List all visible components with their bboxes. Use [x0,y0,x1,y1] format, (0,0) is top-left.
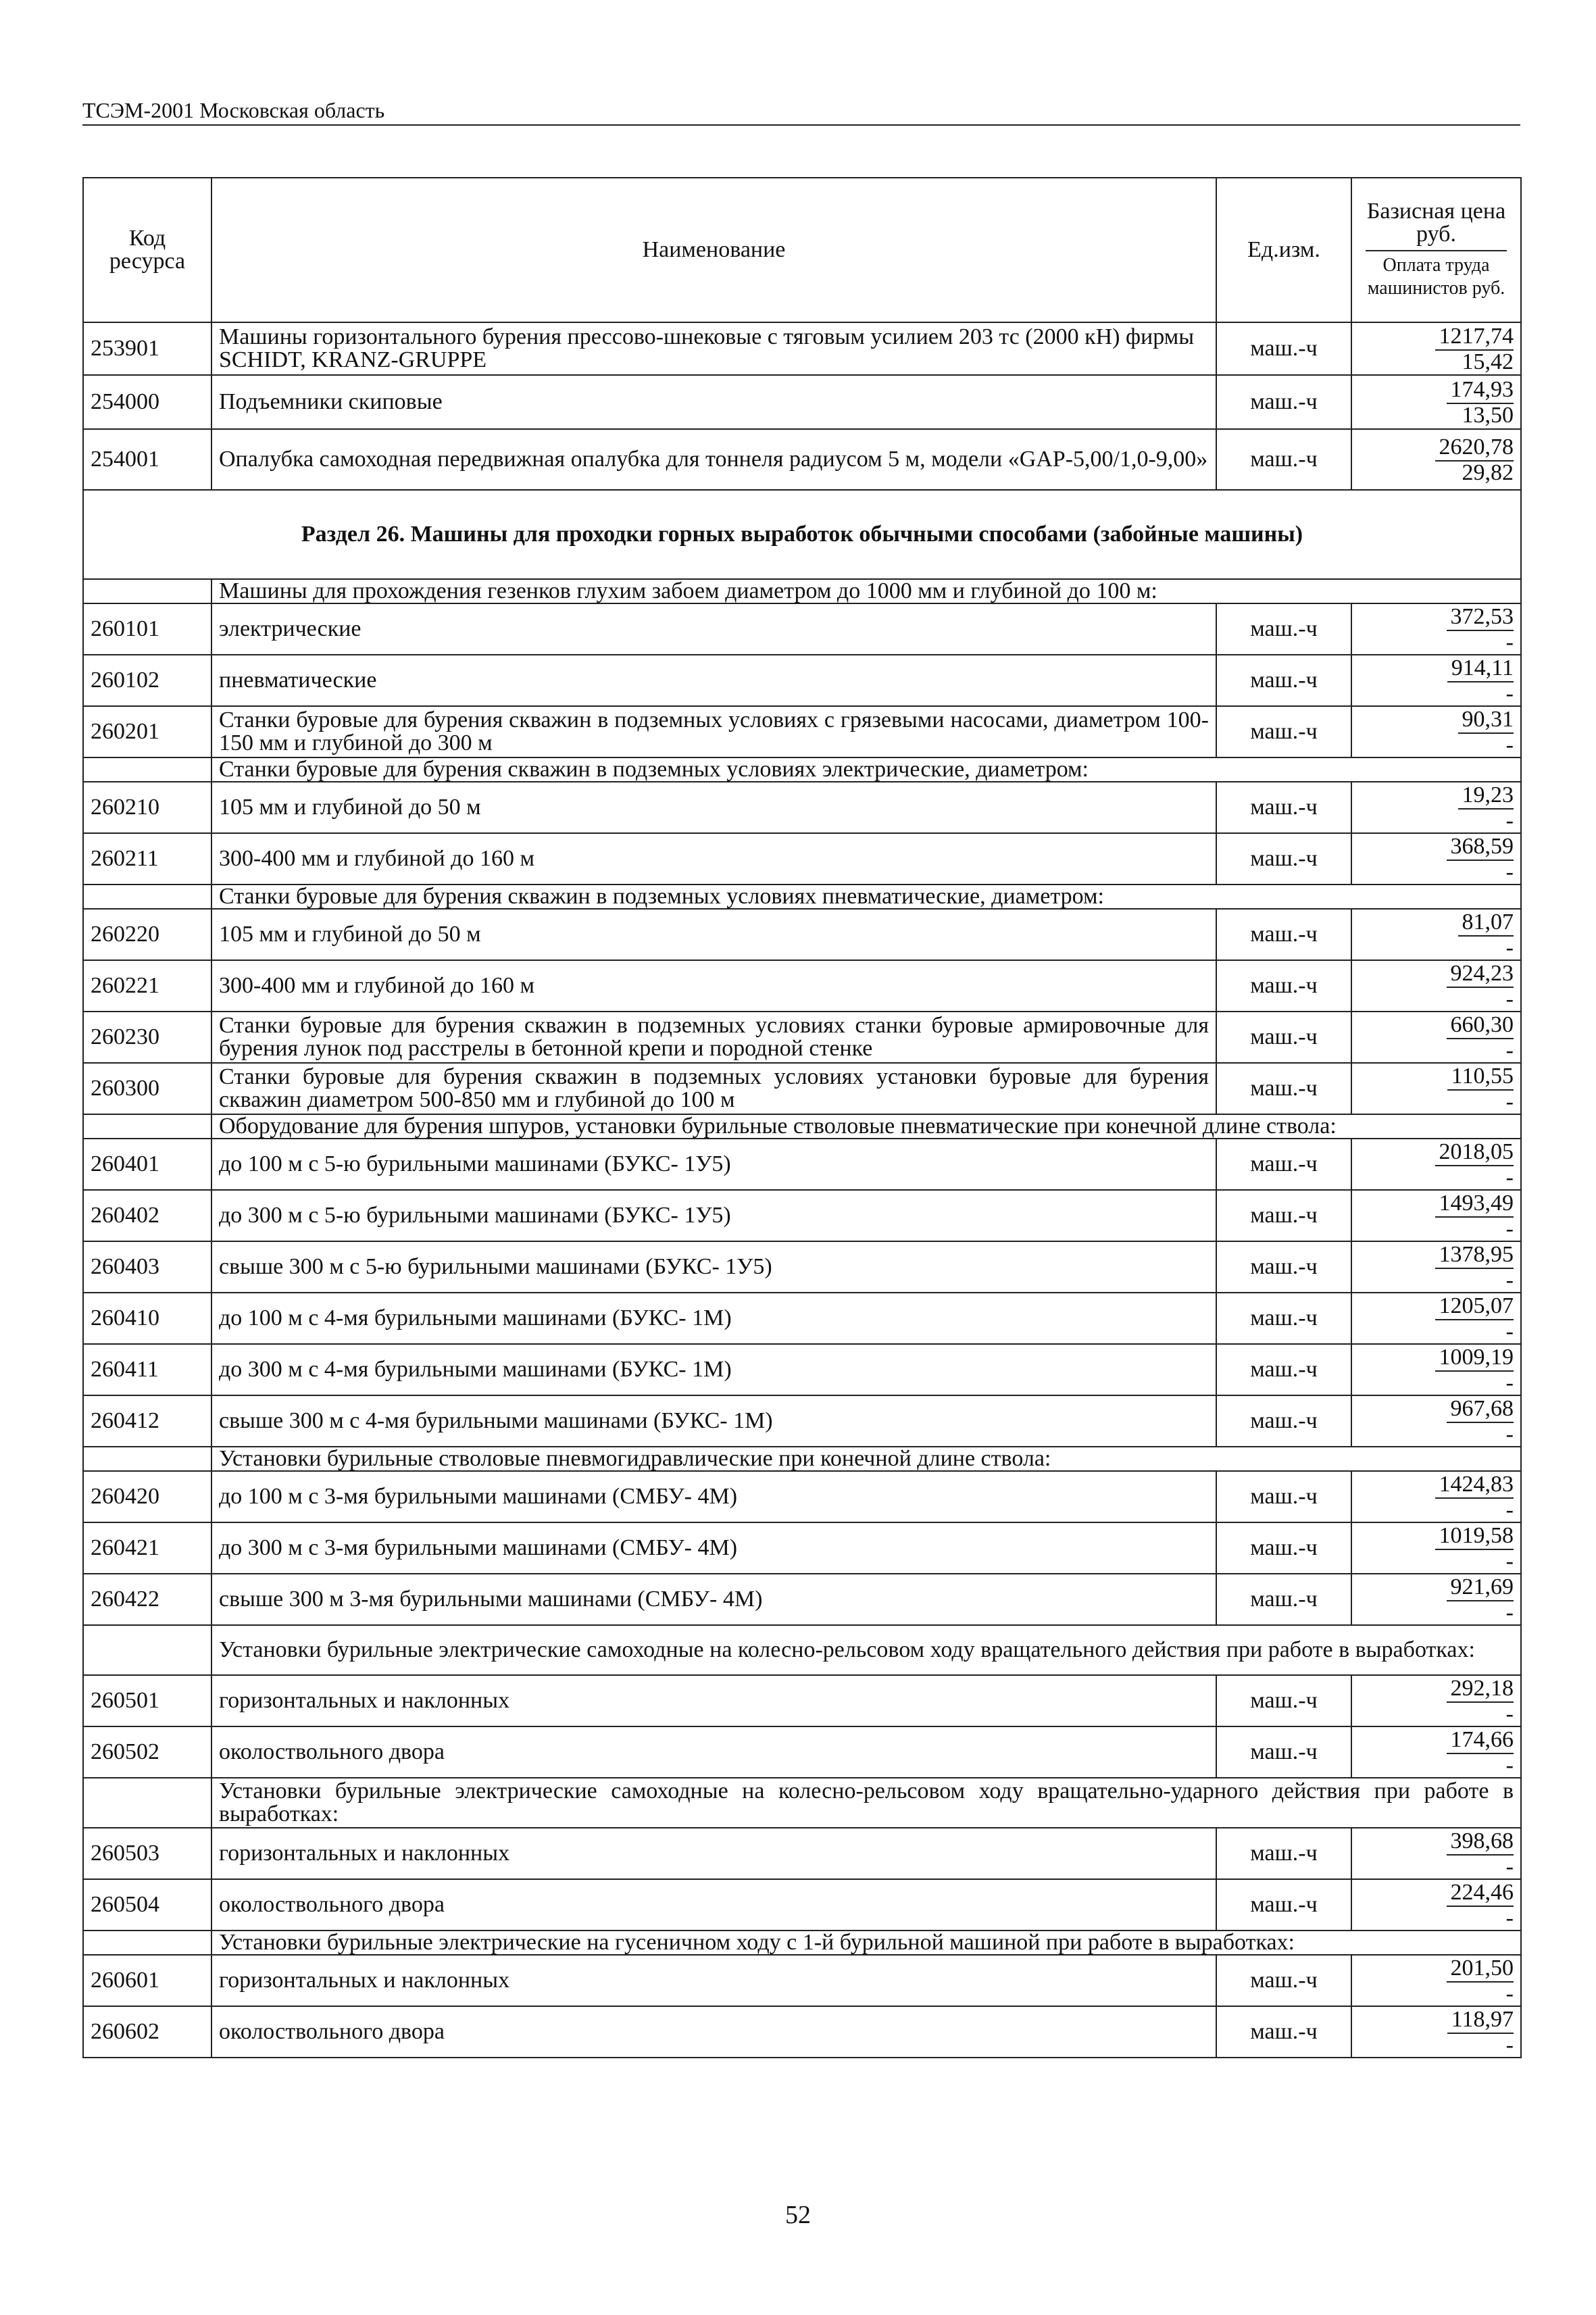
row-code: 260411 [83,1344,211,1395]
row-unit: маш.-ч [1216,322,1351,375]
row-price-cell [1351,1471,1521,1522]
row-price: 224,46 [1447,1880,1514,1907]
row-pay: - [1505,1906,1514,1931]
table-row [83,1675,1521,1726]
table-row [83,782,1521,833]
row-pay: - [1505,1701,1514,1726]
row-price: 921,69 [1447,1574,1514,1601]
row-unit: маш.-ч [1216,1955,1351,2006]
row-price: 90,31 [1458,707,1514,734]
row-price-cell [1351,1955,1521,2006]
table-row [83,960,1521,1012]
row-price: 110,55 [1447,1064,1514,1091]
row-pay: - [1505,987,1514,1012]
row-name: 105 мм и глубиной до 50 м [211,909,1216,960]
row-pay: - [1505,1216,1514,1241]
row-code: 253901 [83,322,211,375]
row-price-cell [1351,1139,1521,1190]
row-code: 260422 [83,1574,211,1625]
row-price-cell [1351,1012,1521,1063]
row-pay: - [1505,1753,1514,1778]
row-name: Станки буровые для бурения скважин в подземных условиях станки буровые армировочные для бурения лунок под расстрелы в бетонной крепи и породной стенке [211,1012,1216,1063]
row-price-cell [1351,1522,1521,1574]
row-code: 260412 [83,1395,211,1447]
row-unit: маш.-ч [1216,960,1351,1012]
table-row [83,1063,1521,1114]
row-code: 260403 [83,1241,211,1293]
header-base-price: Базисная цена руб. [1366,199,1506,247]
row-name: горизонтальных и наклонных [211,1955,1216,2006]
row-pay: - [1505,1854,1514,1879]
group-row [83,1114,1521,1139]
row-pay: 29,82 [1462,460,1514,485]
row-pay: - [1505,860,1514,885]
table-row [83,375,1521,429]
row-unit: маш.-ч [1216,1471,1351,1522]
row-pay: - [1505,1038,1514,1063]
group-code-cell [83,1625,211,1675]
row-unit: маш.-ч [1216,1293,1351,1344]
row-code: 260210 [83,782,211,833]
document-title: ТСЭМ-2001 Московская область [82,98,385,122]
row-name: Станки буровые для бурения скважин в подземных условиях установки буровые для бурения скважин диаметром 500-850 мм и глубиной до 100 м [211,1063,1216,1114]
row-unit: маш.-ч [1216,603,1351,655]
row-name: Подъемники скиповые [211,375,1216,429]
table-row [83,1395,1521,1447]
table-row [83,2006,1521,2058]
row-code: 260230 [83,1012,211,1063]
row-name: свыше 300 м с 4-мя бурильными машинами (БУКС- 1М) [211,1395,1216,1447]
row-pay: - [1505,808,1514,833]
group-text: Установки бурильные электрические самоходные на колесно-рельсовом ходу вращательно-ударного действия при работе в выработках: [211,1778,1521,1828]
table-row [83,833,1521,885]
row-pay: - [1505,1549,1514,1574]
row-code: 260410 [83,1293,211,1344]
group-text: Установки бурильные стволовые пневмогидравлические при конечной длине ствола: [211,1447,1521,1471]
row-price: 1019,58 [1435,1523,1514,1550]
group-text: Станки буровые для бурения скважин в подземных условиях электрические, диаметром: [211,757,1521,782]
row-unit: маш.-ч [1216,655,1351,706]
row-unit: маш.-ч [1216,1675,1351,1726]
table-row [83,1574,1521,1625]
row-pay: - [1505,630,1514,655]
row-name: свыше 300 м с 5-ю бурильными машинами (БУКС- 1У5) [211,1241,1216,1293]
row-name: околоствольного двора [211,1726,1216,1778]
row-name: 105 мм и глубиной до 50 м [211,782,1216,833]
group-row [83,1625,1521,1675]
row-pay: 13,50 [1462,403,1514,428]
row-price-cell [1351,833,1521,885]
group-row [83,579,1521,603]
row-price: 1009,19 [1435,1345,1514,1372]
row-unit: маш.-ч [1216,782,1351,833]
resource-price-table [82,177,1522,2058]
row-name: до 100 м с 5-ю бурильными машинами (БУКС- 1У5) [211,1139,1216,1190]
row-unit: маш.-ч [1216,1574,1351,1625]
table-row [83,1344,1521,1395]
row-unit: маш.-ч [1216,1522,1351,1574]
row-name: горизонтальных и наклонных [211,1828,1216,1879]
group-code-cell [83,1114,211,1139]
group-code-cell [83,1931,211,1955]
row-pay: - [1505,1268,1514,1293]
table-row [83,706,1521,757]
table-row [83,603,1521,655]
document-header [82,97,1520,126]
table-row [83,1012,1521,1063]
row-price-cell [1351,1395,1521,1447]
row-code: 254001 [83,429,211,490]
row-price-cell [1351,1675,1521,1726]
row-price-cell [1351,429,1521,490]
row-price-cell [1351,1344,1521,1395]
row-code: 260300 [83,1063,211,1114]
row-name: электрические [211,603,1216,655]
group-row [83,1778,1521,1828]
row-unit: маш.-ч [1216,1190,1351,1241]
row-price: 81,07 [1458,910,1514,937]
table-row [83,1471,1521,1522]
table-row [83,322,1521,375]
row-name: до 100 м с 3-мя бурильными машинами (СМБУ- 4М) [211,1471,1216,1522]
row-name: до 300 м с 4-мя бурильными машинами (БУКС- 1М) [211,1344,1216,1395]
table-row [83,1241,1521,1293]
row-code: 260421 [83,1522,211,1574]
header-unit: Ед.изм. [1216,178,1351,322]
group-row [83,1447,1521,1471]
row-name: свыше 300 м 3-мя бурильными машинами (СМБУ- 4М) [211,1574,1216,1625]
section-heading-row [83,490,1521,579]
group-code-cell [83,885,211,909]
row-name: Машины горизонтального бурения прессово-шнековые с тяговым усилием 203 тс (2000 кН) фирмы SCHIDT, KRANZ-GRUPPE [211,322,1216,375]
row-unit: маш.-ч [1216,909,1351,960]
row-pay: - [1505,1600,1514,1625]
row-code: 260501 [83,1675,211,1726]
group-row [83,757,1521,782]
row-unit: маш.-ч [1216,375,1351,429]
row-price: 2620,78 [1435,434,1514,462]
row-pay: - [1505,681,1514,706]
row-unit: маш.-ч [1216,1828,1351,1879]
row-name: до 100 м с 4-мя бурильными машинами (БУКС- 1М) [211,1293,1216,1344]
row-price: 1205,07 [1435,1293,1514,1320]
row-price: 372,53 [1447,604,1514,631]
header-name: Наименование [211,178,1216,322]
row-name: 300-400 мм и глубиной до 160 м [211,960,1216,1012]
row-pay: - [1505,1370,1514,1395]
row-pay: - [1505,1497,1514,1522]
row-pay: 15,42 [1462,349,1514,374]
row-price-cell [1351,960,1521,1012]
group-code-cell [83,579,211,603]
table-row [83,1955,1521,2006]
row-price: 1424,83 [1435,1472,1514,1499]
row-unit: маш.-ч [1216,1395,1351,1447]
row-price: 924,23 [1447,961,1514,988]
header-pay: Оплата труда машинистов руб. [1366,250,1507,300]
row-price-cell [1351,1241,1521,1293]
row-unit: маш.-ч [1216,1344,1351,1395]
row-pay: - [1505,1319,1514,1344]
row-pay: - [1505,2033,1514,2058]
row-unit: маш.-ч [1216,1241,1351,1293]
row-name: Опалубка самоходная передвижная опалубка для тоннеля радиусом 5 м, модели «GAP-5,00/1,0-9,00» [211,429,1216,490]
row-unit: маш.-ч [1216,1879,1351,1931]
row-unit: маш.-ч [1216,833,1351,885]
row-price: 368,59 [1447,834,1514,861]
row-code: 254000 [83,375,211,429]
row-unit: маш.-ч [1216,706,1351,757]
group-row [83,1931,1521,1955]
row-code: 260220 [83,909,211,960]
row-price-cell [1351,655,1521,706]
row-price: 967,68 [1447,1396,1514,1423]
row-price-cell [1351,1063,1521,1114]
row-pay: - [1505,935,1514,960]
row-price: 19,23 [1458,782,1514,810]
table-header-row [83,178,1521,322]
row-price-cell [1351,1828,1521,1879]
row-price-cell [1351,706,1521,757]
group-code-cell [83,757,211,782]
table-row [83,1828,1521,1879]
row-price-cell [1351,322,1521,375]
row-price-cell [1351,1879,1521,1931]
row-price: 1493,49 [1435,1191,1514,1218]
table-row [83,1293,1521,1344]
row-code: 260201 [83,706,211,757]
row-price-cell [1351,1726,1521,1778]
row-price-cell [1351,782,1521,833]
row-price: 174,66 [1447,1727,1514,1754]
row-unit: маш.-ч [1216,1012,1351,1063]
page-number: 52 [785,2201,811,2229]
row-unit: маш.-ч [1216,1726,1351,1778]
group-row [83,885,1521,909]
row-unit: маш.-ч [1216,1139,1351,1190]
row-code: 260402 [83,1190,211,1241]
row-name: Станки буровые для бурения скважин в подземных условиях с грязевыми насосами, диаметром 100-150 мм и глубиной до 300 м [211,706,1216,757]
row-price-cell [1351,603,1521,655]
table-row [83,1139,1521,1190]
row-code: 260601 [83,1955,211,2006]
row-price: 292,18 [1447,1676,1514,1703]
table-row [83,429,1521,490]
row-pay: - [1505,1165,1514,1190]
header-code: Код ресурса [83,178,211,322]
row-name: до 300 м с 5-ю бурильными машинами (БУКС- 1У5) [211,1190,1216,1241]
row-code: 260503 [83,1828,211,1879]
row-code: 260221 [83,960,211,1012]
row-price-cell [1351,375,1521,429]
row-code: 260420 [83,1471,211,1522]
row-price: 398,68 [1447,1828,1514,1856]
table-row [83,655,1521,706]
table-row [83,1522,1521,1574]
row-pay: - [1505,1089,1514,1114]
group-text: Установки бурильные электрические на гусеничном ходу с 1-й бурильной машиной при работе в выработках: [211,1931,1521,1955]
row-price: 201,50 [1447,1956,1514,1983]
row-pay: - [1505,1422,1514,1447]
row-unit: маш.-ч [1216,2006,1351,2058]
row-code: 260602 [83,2006,211,2058]
row-name: пневматические [211,655,1216,706]
section-title: Раздел 26. Машины для проходки горных выработок обычными способами (забойные машины) [83,490,1521,579]
row-price: 174,93 [1447,377,1514,404]
row-unit: маш.-ч [1216,1063,1351,1114]
row-price-cell [1351,909,1521,960]
group-text: Оборудование для бурения шпуров, установки бурильные стволовые пневматические при конечной длине ствола: [211,1114,1521,1139]
row-code: 260102 [83,655,211,706]
row-name: 300-400 мм и глубиной до 160 м [211,833,1216,885]
row-pay: - [1505,1981,1514,2006]
row-name: горизонтальных и наклонных [211,1675,1216,1726]
row-price: 1378,95 [1435,1242,1514,1269]
row-code: 260401 [83,1139,211,1190]
table-row [83,1190,1521,1241]
group-text: Станки буровые для бурения скважин в подземных условиях пневматические, диаметром: [211,885,1521,909]
table-row [83,1879,1521,1931]
table-row [83,1726,1521,1778]
row-price: 914,11 [1447,655,1514,682]
row-pay: - [1505,732,1514,757]
row-name: до 300 м с 3-мя бурильными машинами (СМБУ- 4М) [211,1522,1216,1574]
table-row [83,909,1521,960]
group-code-cell [83,1778,211,1828]
row-price: 2018,05 [1435,1139,1514,1166]
row-code: 260504 [83,1879,211,1931]
row-code: 260101 [83,603,211,655]
row-name: околоствольного двора [211,1879,1216,1931]
row-price-cell [1351,1293,1521,1344]
row-price: 660,30 [1447,1012,1514,1039]
row-price-cell [1351,1574,1521,1625]
group-text: Установки бурильные электрические самоходные на колесно-рельсовом ходу вращательного действия при работе в выработках: [211,1625,1521,1675]
row-code: 260211 [83,833,211,885]
row-unit: маш.-ч [1216,429,1351,490]
row-price-cell [1351,1190,1521,1241]
group-text: Машины для прохождения гезенков глухим забоем диаметром до 1000 мм и глубиной до 100 м: [211,579,1521,603]
header-price [1351,178,1521,322]
row-price: 118,97 [1447,2007,1514,2034]
group-code-cell [83,1447,211,1471]
row-price-cell [1351,2006,1521,2058]
row-price: 1217,74 [1435,324,1514,351]
row-code: 260502 [83,1726,211,1778]
row-name: околоствольного двора [211,2006,1216,2058]
